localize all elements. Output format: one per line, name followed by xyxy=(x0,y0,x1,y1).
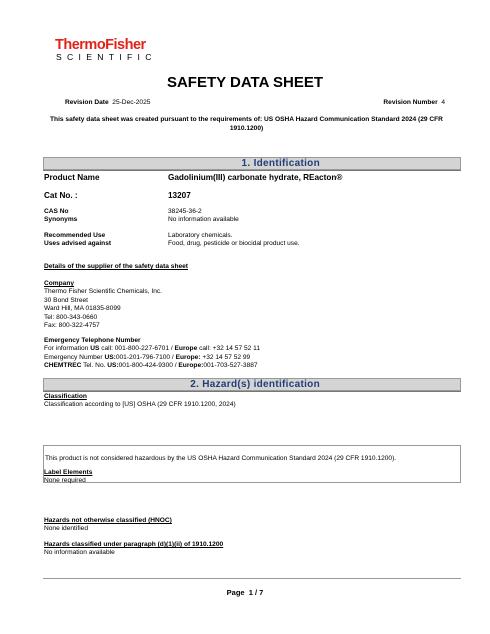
section-1-header xyxy=(43,157,461,170)
classification-heading: Classification xyxy=(44,393,87,400)
label-elements-heading: Label Elements xyxy=(44,469,93,476)
emergency-line-number: Emergency Number US:001-201-796-7100 / Europe: +32 14 57 52 99 xyxy=(44,353,251,361)
supplier-heading: Details of the supplier of the safety data sheet xyxy=(44,263,188,270)
page-label: Page xyxy=(226,588,245,597)
classification-text: Classification according to [US] OSHA (29 CFR 1910.1200, 2024) xyxy=(44,401,236,408)
section-1-title: 1. Identification xyxy=(241,158,320,169)
footer-divider xyxy=(43,578,461,579)
scientific-logo-wordmark: SCIENTIFIC xyxy=(56,52,157,62)
company-line: Thermo Fisher Scientific Chemicals, Inc. xyxy=(44,288,162,295)
uses-advised-against-label: Uses advised against xyxy=(44,240,112,247)
label-elements-text: None required xyxy=(44,477,86,484)
document-title: SAFETY DATA SHEET xyxy=(166,74,324,91)
revision-number-label: Revision Number xyxy=(383,99,438,106)
hazard-statement-box xyxy=(43,445,461,483)
product-name-label: Product Name xyxy=(44,173,100,182)
page-number xyxy=(0,588,490,597)
emergency-line-info: For information US call: 001-800-227-6701 / Europe call: +32 14 57 52 11 xyxy=(44,345,260,352)
thermofisher-logo-wordmark: ThermoFisher xyxy=(55,37,146,53)
revision-number xyxy=(383,99,445,107)
company-line: Fax: 800-322-4757 xyxy=(44,322,100,330)
revision-date-value: 25-Dec-2025 xyxy=(112,99,151,106)
company-heading: Company xyxy=(44,280,75,287)
emergency-numbers xyxy=(44,345,260,371)
company-address xyxy=(44,288,162,331)
hnoc-text: None identified xyxy=(44,525,88,532)
d1-text: No information available xyxy=(44,549,115,556)
company-line: Ward Hill, MA 01835-8099 xyxy=(44,305,121,313)
section-2-divider xyxy=(43,391,461,392)
recommended-use-value: Laboratory chemicals. xyxy=(168,232,233,239)
cas-value: 38245-36-2 xyxy=(168,208,202,215)
uses-advised-against-value: Food, drug, pesticide or biocidal product use. xyxy=(168,240,300,247)
cas-label: CAS No xyxy=(44,208,69,215)
emergency-line-chemtrec: CHEMTREC Tel. No. US:001-800-424-9300 / Europe:001-703-527-3887 xyxy=(44,362,258,370)
cat-no-label: Cat No. : xyxy=(44,191,78,200)
revision-date xyxy=(65,99,150,107)
synonyms-label: Synonyms xyxy=(44,216,78,223)
section-2-header xyxy=(43,378,461,391)
recommended-use-label: Recommended Use xyxy=(44,232,106,239)
company-line: 30 Bond Street xyxy=(44,296,88,304)
revision-number-value: 4 xyxy=(441,99,445,106)
revision-date-label: Revision Date xyxy=(65,99,109,106)
section-2-title: 2. Hazard(s) identification xyxy=(190,379,320,390)
hazard-statement-text: This product is not considered hazardous by the US OSHA Hazard Communication Standard 2024 (29 CFR 1910.1200). xyxy=(45,455,397,462)
page-value: 1 / 7 xyxy=(248,588,264,597)
product-name-value: Gadolinium(III) carbonate hydrate, REacton® xyxy=(168,173,343,182)
d1-heading: Hazards classified under paragraph (d)(1)(ii) of 1910.1200 xyxy=(44,541,224,548)
section-1-divider xyxy=(43,170,461,171)
synonyms-value: No information available xyxy=(168,216,239,223)
company-line: Tel: 800-343-0660 xyxy=(44,313,98,321)
emergency-heading: Emergency Telephone Number xyxy=(44,337,141,344)
cat-no-value: 13207 xyxy=(168,191,191,200)
hnoc-heading: Hazards not otherwise classified (HNOC) xyxy=(44,517,172,524)
osha-statement: This safety data sheet was created pursuant to the requirements of: US OSHA Hazard Communication Standard 2024 (29 CFR 1910.1200) xyxy=(50,116,443,132)
